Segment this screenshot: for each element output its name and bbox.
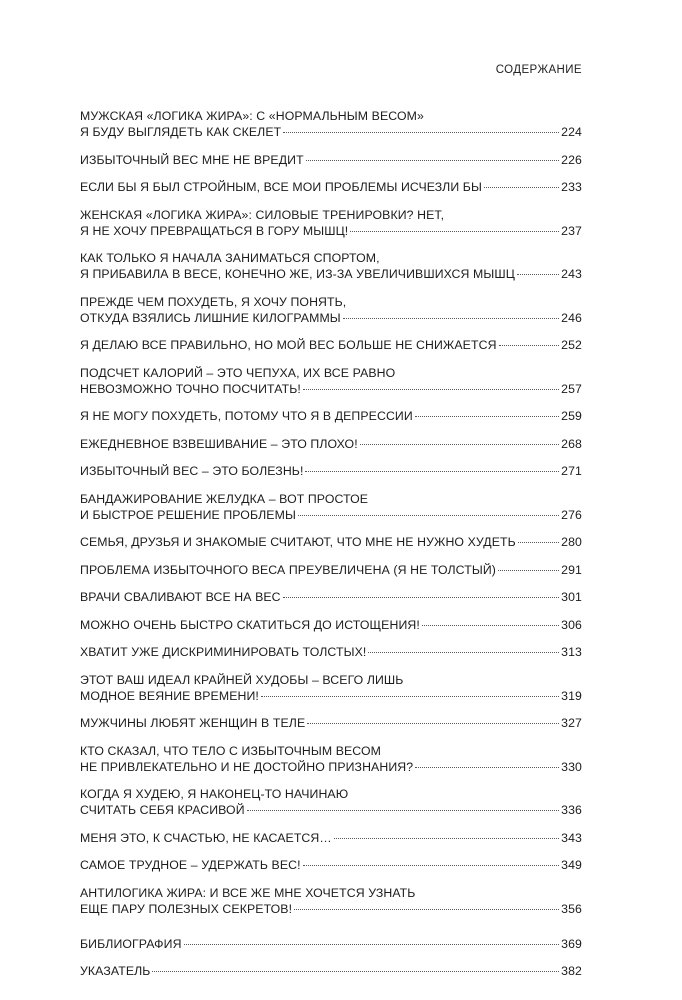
- toc-entry-last-line: [80, 436, 582, 452]
- dot-leader: [368, 652, 559, 653]
- dot-leader: [303, 389, 559, 390]
- toc-entry-title-line: Я ДЕЛАЮ ВСЕ ПРАВИЛЬНО, НО МОЙ ВЕС БОЛЬШЕ НЕ СНИЖАЕТСЯ: [80, 338, 497, 352]
- toc-page-number: 237: [561, 223, 582, 238]
- toc-entry-title-line: ПОДСЧЕТ КАЛОРИЙ – ЭТО ЧЕПУХА, ИХ ВСЕ РАВНО: [80, 365, 396, 380]
- toc-page-number: 356: [561, 901, 582, 916]
- toc-entry-last-line: [80, 381, 582, 397]
- toc-entry-last-line: [80, 644, 582, 660]
- dot-leader: [298, 515, 559, 516]
- toc-entry[interactable]: [80, 108, 582, 140]
- toc-entry[interactable]: [80, 715, 582, 731]
- toc-entry[interactable]: [80, 672, 582, 704]
- toc-entry-title-line: САМОЕ ТРУДНОЕ – УДЕРЖАТЬ ВЕС!: [80, 858, 301, 872]
- dot-leader: [499, 345, 560, 346]
- toc-page-number: 291: [561, 562, 582, 577]
- dot-leader: [261, 696, 559, 697]
- toc-entry[interactable]: [80, 936, 582, 952]
- table-of-contents: [80, 108, 582, 979]
- dot-leader: [306, 160, 559, 161]
- dot-leader: [305, 471, 559, 472]
- toc-entry-title-line: ХВАТИТ УЖЕ ДИСКРИМИНИРОВАТЬ ТОЛСТЫХ!: [80, 645, 367, 659]
- toc-page-number: 226: [561, 152, 582, 167]
- toc-entry-title-line: ЕЖЕДНЕВНОЕ ВЗВЕШИВАНИЕ – ЭТО ПЛОХО!: [80, 436, 358, 451]
- toc-entry-last-line: [80, 534, 582, 550]
- toc-entry-title-line: Я БУДУ ВЫГЛЯДЕТЬ КАК СКЕЛЕТ: [80, 125, 282, 139]
- toc-entry[interactable]: [80, 179, 582, 195]
- toc-entry-title-line: КОГДА Я ХУДЕЮ, Я НАКОНЕЦ-ТО НАЧИНАЮ: [80, 787, 349, 801]
- toc-entry-title-line: ИЗБЫТОЧНЫЙ ВЕС МНЕ НЕ ВРЕДИТ: [80, 152, 304, 167]
- toc-entry-title-line: ПРОБЛЕМА ИЗБЫТОЧНОГО ВЕСА ПРЕУВЕЛИЧЕНА (Я НЕ ТОЛСТЫЙ): [80, 562, 496, 577]
- toc-page-number: 306: [561, 617, 582, 632]
- dot-leader: [307, 723, 559, 724]
- toc-entry-title-line: ОТКУДА ВЗЯЛИСЬ ЛИШНИЕ КИЛОГРАММЫ: [80, 310, 341, 325]
- toc-page-number: 276: [561, 507, 582, 522]
- dot-leader: [247, 810, 560, 811]
- dot-leader: [518, 542, 559, 543]
- toc-entry-last-line: [80, 617, 582, 633]
- toc-entry-last-line: [80, 124, 582, 140]
- toc-entry[interactable]: [80, 644, 582, 660]
- toc-entry-last-line: [80, 310, 582, 326]
- dot-leader: [360, 444, 559, 445]
- dot-leader: [184, 944, 560, 945]
- dot-leader: [415, 767, 559, 768]
- toc-page-number: 301: [561, 590, 582, 604]
- toc-entry-title-line: ПРЕЖДЕ ЧЕМ ПОХУДЕТЬ, Я ХОЧУ ПОНЯТЬ,: [80, 294, 347, 309]
- toc-entry-title-line: ЕСЛИ БЫ Я БЫЛ СТРОЙНЫМ, ВСЕ МОИ ПРОБЛЕМЫ ИСЧЕЗЛИ БЫ: [80, 180, 482, 194]
- toc-entry-title-line: СЧИТАТЬ СЕБЯ КРАСИВОЙ: [80, 803, 245, 817]
- dot-leader: [303, 865, 560, 866]
- toc-entry[interactable]: [80, 963, 582, 979]
- dot-leader: [343, 318, 559, 319]
- toc-entry[interactable]: [80, 436, 582, 452]
- toc-entry-last-line: [80, 715, 582, 731]
- toc-page-number: 271: [561, 464, 582, 478]
- dot-leader: [350, 231, 559, 232]
- toc-entry-title-line: КТО СКАЗАЛ, ЧТО ТЕЛО С ИЗБЫТОЧНЫМ ВЕСОМ: [80, 743, 382, 758]
- toc-entry[interactable]: [80, 857, 582, 873]
- toc-entry-last-line: [80, 802, 582, 818]
- toc-entry[interactable]: [80, 365, 582, 397]
- toc-entry-last-line: [80, 589, 582, 605]
- toc-entry[interactable]: [80, 786, 582, 818]
- toc-entry-title-line: НЕВОЗМОЖНО ТОЧНО ПОСЧИТАТЬ!: [80, 381, 301, 396]
- toc-entry-title-line: ЕЩЕ ПАРУ ПОЛЕЗНЫХ СЕКРЕТОВ!: [80, 901, 293, 916]
- toc-entry-last-line: [80, 507, 582, 523]
- toc-page-number: 382: [561, 964, 582, 978]
- toc-entry-last-line: [80, 152, 582, 168]
- toc-entry-title-line: ЖЕНСКАЯ «ЛОГИКА ЖИРА»: СИЛОВЫЕ ТРЕНИРОВКИ? НЕТ,: [80, 207, 445, 222]
- toc-entry-title-line: КАК ТОЛЬКО Я НАЧАЛА ЗАНИМАТЬСЯ СПОРТОМ,: [80, 251, 380, 265]
- toc-entry[interactable]: [80, 294, 582, 326]
- toc-entry-title-line: БИБЛИОГРАФИЯ: [80, 936, 182, 951]
- toc-entry-last-line: [80, 463, 582, 479]
- dot-leader: [498, 570, 559, 571]
- toc-entry-last-line: [80, 408, 582, 424]
- toc-entry[interactable]: [80, 885, 582, 917]
- dot-leader: [517, 274, 559, 275]
- toc-entry-last-line: [80, 936, 582, 952]
- toc-entry-title-line: НЕ ПРИВЛЕКАТЕЛЬНО И НЕ ДОСТОЙНО ПРИЗНАНИЯ?: [80, 759, 414, 774]
- toc-entry-title-line: МОДНОЕ ВЕЯНИЕ ВРЕМЕНИ!: [80, 688, 259, 703]
- toc-page-number: 252: [561, 338, 582, 352]
- toc-page-number: 268: [561, 436, 582, 451]
- toc-entry-title-line: Я НЕ ХОЧУ ПРЕВРАЩАТЬСЯ В ГОРУ МЫШЦ!: [80, 223, 349, 238]
- toc-entry-title-line: ВРАЧИ СВАЛИВАЮТ ВСЕ НА ВЕС: [80, 590, 281, 604]
- dot-leader: [484, 187, 559, 188]
- toc-page-number: 327: [561, 716, 582, 730]
- toc-page-number: 233: [561, 180, 582, 194]
- toc-entry-title-line: И БЫСТРОЕ РЕШЕНИЕ ПРОБЛЕМЫ: [80, 507, 296, 522]
- toc-entry-last-line: [80, 759, 582, 775]
- toc-entry-title-line: ЭТОТ ВАШ ИДЕАЛ КРАЙНЕЙ ХУДОБЫ – ВСЕГО ЛИШЬ: [80, 672, 404, 687]
- toc-page-number: 243: [561, 267, 582, 281]
- toc-page-number: 313: [561, 645, 582, 659]
- toc-page-number: 319: [561, 688, 582, 703]
- toc-entry[interactable]: [80, 207, 582, 239]
- toc-entry-title-line: Я НЕ МОГУ ПОХУДЕТЬ, ПОТОМУ ЧТО Я В ДЕПРЕССИИ: [80, 409, 413, 423]
- toc-entry-last-line: [80, 266, 582, 282]
- toc-entry-title-line: МЕНЯ ЭТО, К СЧАСТЬЮ, НЕ КАСАЕТСЯ…: [80, 830, 332, 845]
- toc-page-number: 369: [561, 936, 582, 951]
- toc-page-number: 224: [561, 125, 582, 139]
- toc-entry-title-line: ИЗБЫТОЧНЫЙ ВЕС – ЭТО БОЛЕЗНЬ!: [80, 464, 304, 478]
- toc-entry[interactable]: [80, 617, 582, 633]
- toc-entry-title-line: АНТИЛОГИКА ЖИРА: И ВСЕ ЖЕ МНЕ ХОЧЕТСЯ УЗНАТЬ: [80, 885, 416, 900]
- dot-leader: [283, 597, 560, 598]
- toc-page-number: 257: [561, 381, 582, 396]
- dot-leader: [294, 909, 559, 910]
- toc-entry-title-line: Я ПРИБАВИЛА В ВЕСЕ, КОНЕЧНО ЖЕ, ИЗ-ЗА УВЕЛИЧИВШИХСЯ МЫШЦ: [80, 267, 515, 281]
- dot-leader: [334, 838, 559, 839]
- toc-page-number: 343: [561, 830, 582, 845]
- running-head: СОДЕРЖАНИЕ: [495, 64, 582, 76]
- toc-entry[interactable]: [80, 743, 582, 775]
- toc-entry-last-line: [80, 963, 582, 979]
- toc-entry-last-line: [80, 223, 582, 239]
- toc-entry[interactable]: [80, 408, 582, 424]
- dot-leader: [152, 971, 559, 972]
- toc-entry-title-line: МУЖСКАЯ «ЛОГИКА ЖИРА»: С «НОРМАЛЬНЫМ ВЕСОМ»: [80, 109, 424, 123]
- toc-entry-last-line: [80, 830, 582, 846]
- toc-entry-title-line: СЕМЬЯ, ДРУЗЬЯ И ЗНАКОМЫЕ СЧИТАЮТ, ЧТО МНЕ НЕ НУЖНО ХУДЕТЬ: [80, 535, 516, 549]
- dot-leader: [283, 132, 559, 133]
- toc-page-number: 246: [561, 310, 582, 325]
- toc-entry[interactable]: [80, 491, 582, 523]
- toc-page-number: 280: [561, 535, 582, 549]
- toc-entry[interactable]: [80, 562, 582, 578]
- toc-page-number: 336: [561, 803, 582, 817]
- toc-entry[interactable]: [80, 152, 582, 168]
- toc-entry-last-line: [80, 337, 582, 353]
- toc-entry-title-line: УКАЗАТЕЛЬ: [80, 964, 151, 978]
- toc-entry[interactable]: [80, 589, 582, 605]
- toc-entry-title-line: БАНДАЖИРОВАНИЕ ЖЕЛУДКА – ВОТ ПРОСТОЕ: [80, 491, 369, 506]
- toc-entry-last-line: [80, 179, 582, 195]
- toc-entry-last-line: [80, 562, 582, 578]
- dot-leader: [422, 625, 559, 626]
- toc-entry[interactable]: [80, 250, 582, 282]
- toc-entry[interactable]: [80, 830, 582, 846]
- toc-page-number: 259: [561, 409, 582, 423]
- toc-entry-title-line: МОЖНО ОЧЕНЬ БЫСТРО СКАТИТЬСЯ ДО ИСТОЩЕНИЯ!: [80, 617, 420, 632]
- toc-entry[interactable]: [80, 534, 582, 550]
- toc-entry[interactable]: [80, 337, 582, 353]
- dot-leader: [415, 416, 559, 417]
- toc-page-number: 349: [561, 858, 582, 872]
- toc-entry-last-line: [80, 857, 582, 873]
- toc-entry-last-line: [80, 688, 582, 704]
- toc-entry-title-line: МУЖЧИНЫ ЛЮБЯТ ЖЕНЩИН В ТЕЛЕ: [80, 716, 306, 730]
- toc-page-number: 330: [561, 759, 582, 774]
- toc-entry[interactable]: [80, 463, 582, 479]
- toc-entry-last-line: [80, 901, 582, 917]
